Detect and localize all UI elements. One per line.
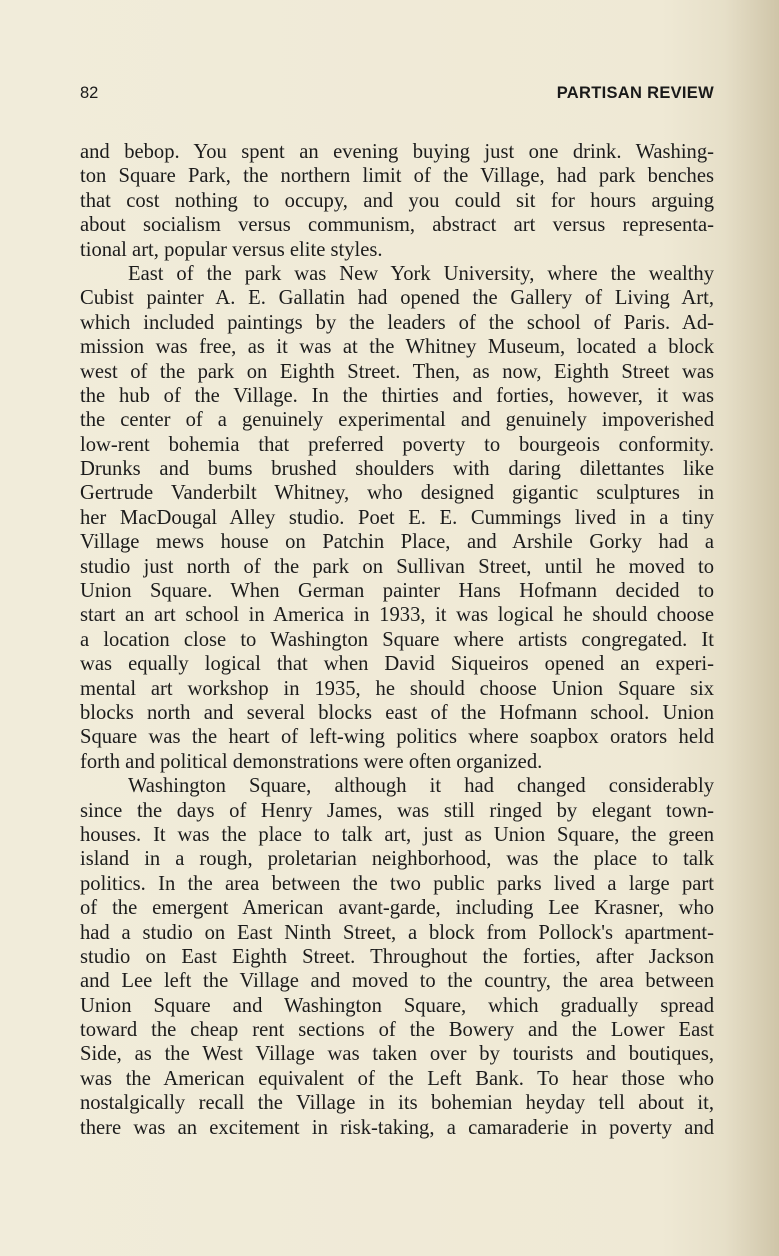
text-line: that cost nothing to occupy, and you could sit for hours arguing bbox=[80, 189, 714, 212]
text-line: about socialism versus communism, abstract art versus representa- bbox=[80, 214, 714, 237]
text-line: ton Square Park, the northern limit of the Village, had park benches bbox=[80, 165, 714, 188]
text-line: and bebop. You spent an evening buying just one drink. Washing- bbox=[80, 141, 714, 163]
text-line: since the days of Henry James, was still ringed by elegant town- bbox=[80, 799, 714, 822]
text-line: Union Square. When German painter Hans Hofmann decided to bbox=[80, 580, 714, 603]
text-line: Cubist painter A. E. Gallatin had opened the Gallery of Living Art, bbox=[80, 287, 714, 310]
running-head: PARTISAN REVIEW bbox=[556, 84, 714, 102]
text-line: tional art, popular versus elite styles. bbox=[80, 238, 383, 261]
text-line: which included paintings by the leaders of the school of Paris. Ad- bbox=[80, 311, 714, 334]
text-line: mission was free, as it was at the Whitney Museum, located a block bbox=[80, 336, 714, 359]
text-line: was the American equivalent of the Left Bank. To hear those who bbox=[80, 1067, 714, 1090]
text-line: start an art school in America in 1933, it was logical he should choose bbox=[80, 604, 714, 627]
text-line: nostalgically recall the Village in its bohemian heyday tell about it, bbox=[80, 1092, 714, 1115]
text-line: Gertrude Vanderbilt Whitney, who designed gigantic sculptures in bbox=[80, 482, 714, 505]
text-line: the center of a genuinely experimental and genuinely impoverished bbox=[80, 409, 714, 432]
page-header bbox=[80, 84, 714, 106]
text-line: had a studio on East Ninth Street, a block from Pollock's apartment- bbox=[80, 921, 714, 944]
text-line: East of the park was New York University, where the wealthy bbox=[128, 262, 714, 285]
text-line: Side, as the West Village was taken over by tourists and boutiques, bbox=[80, 1043, 714, 1066]
body-text bbox=[80, 140, 714, 1140]
text-line: was equally logical that when David Siqueiros opened an experi- bbox=[80, 653, 714, 676]
text-line: studio on East Eighth Street. Throughout the forties, after Jackson bbox=[80, 945, 714, 968]
text-line: low-rent bohemia that preferred poverty to bourgeois conformity. bbox=[80, 433, 714, 456]
text-line: Union Square and Washington Square, which gradually spread bbox=[80, 994, 714, 1017]
page-number: 82 bbox=[80, 84, 99, 102]
text-line: toward the cheap rent sections of the Bowery and the Lower East bbox=[80, 1019, 714, 1042]
text-line: forth and political demonstrations were often organized. bbox=[80, 750, 543, 773]
text-line: her MacDougal Alley studio. Poet E. E. Cummings lived in a tiny bbox=[80, 506, 714, 529]
text-line: blocks north and several blocks east of the Hofmann school. Union bbox=[80, 701, 714, 724]
text-line: houses. It was the place to talk art, just as Union Square, the green bbox=[80, 823, 714, 846]
text-line: politics. In the area between the two public parks lived a large part bbox=[80, 872, 714, 895]
text-line: island in a rough, proletarian neighborhood, was the place to talk bbox=[80, 848, 714, 871]
text-line: a location close to Washington Square where artists congregated. It bbox=[80, 628, 714, 651]
text-line: Village mews house on Patchin Place, and Arshile Gorky had a bbox=[80, 531, 714, 554]
text-line: studio just north of the park on Sullivan Street, until he moved to bbox=[80, 555, 714, 578]
text-line: the hub of the Village. In the thirties and forties, however, it was bbox=[80, 384, 714, 407]
text-line: and Lee left the Village and moved to the country, the area between bbox=[80, 970, 714, 993]
text-line: Square was the heart of left-wing politics where soapbox orators held bbox=[80, 726, 714, 749]
text-line: Washington Square, although it had changed considerably bbox=[128, 775, 714, 798]
text-line: mental art workshop in 1935, he should choose Union Square six bbox=[80, 677, 714, 700]
text-line: there was an excitement in risk-taking, a camaraderie in poverty and bbox=[80, 1116, 714, 1139]
text-line: west of the park on Eighth Street. Then, as now, Eighth Street was bbox=[80, 360, 714, 383]
text-line: of the emergent American avant-garde, including Lee Krasner, who bbox=[80, 897, 714, 920]
text-line: Drunks and bums brushed shoulders with daring dilettantes like bbox=[80, 458, 714, 481]
